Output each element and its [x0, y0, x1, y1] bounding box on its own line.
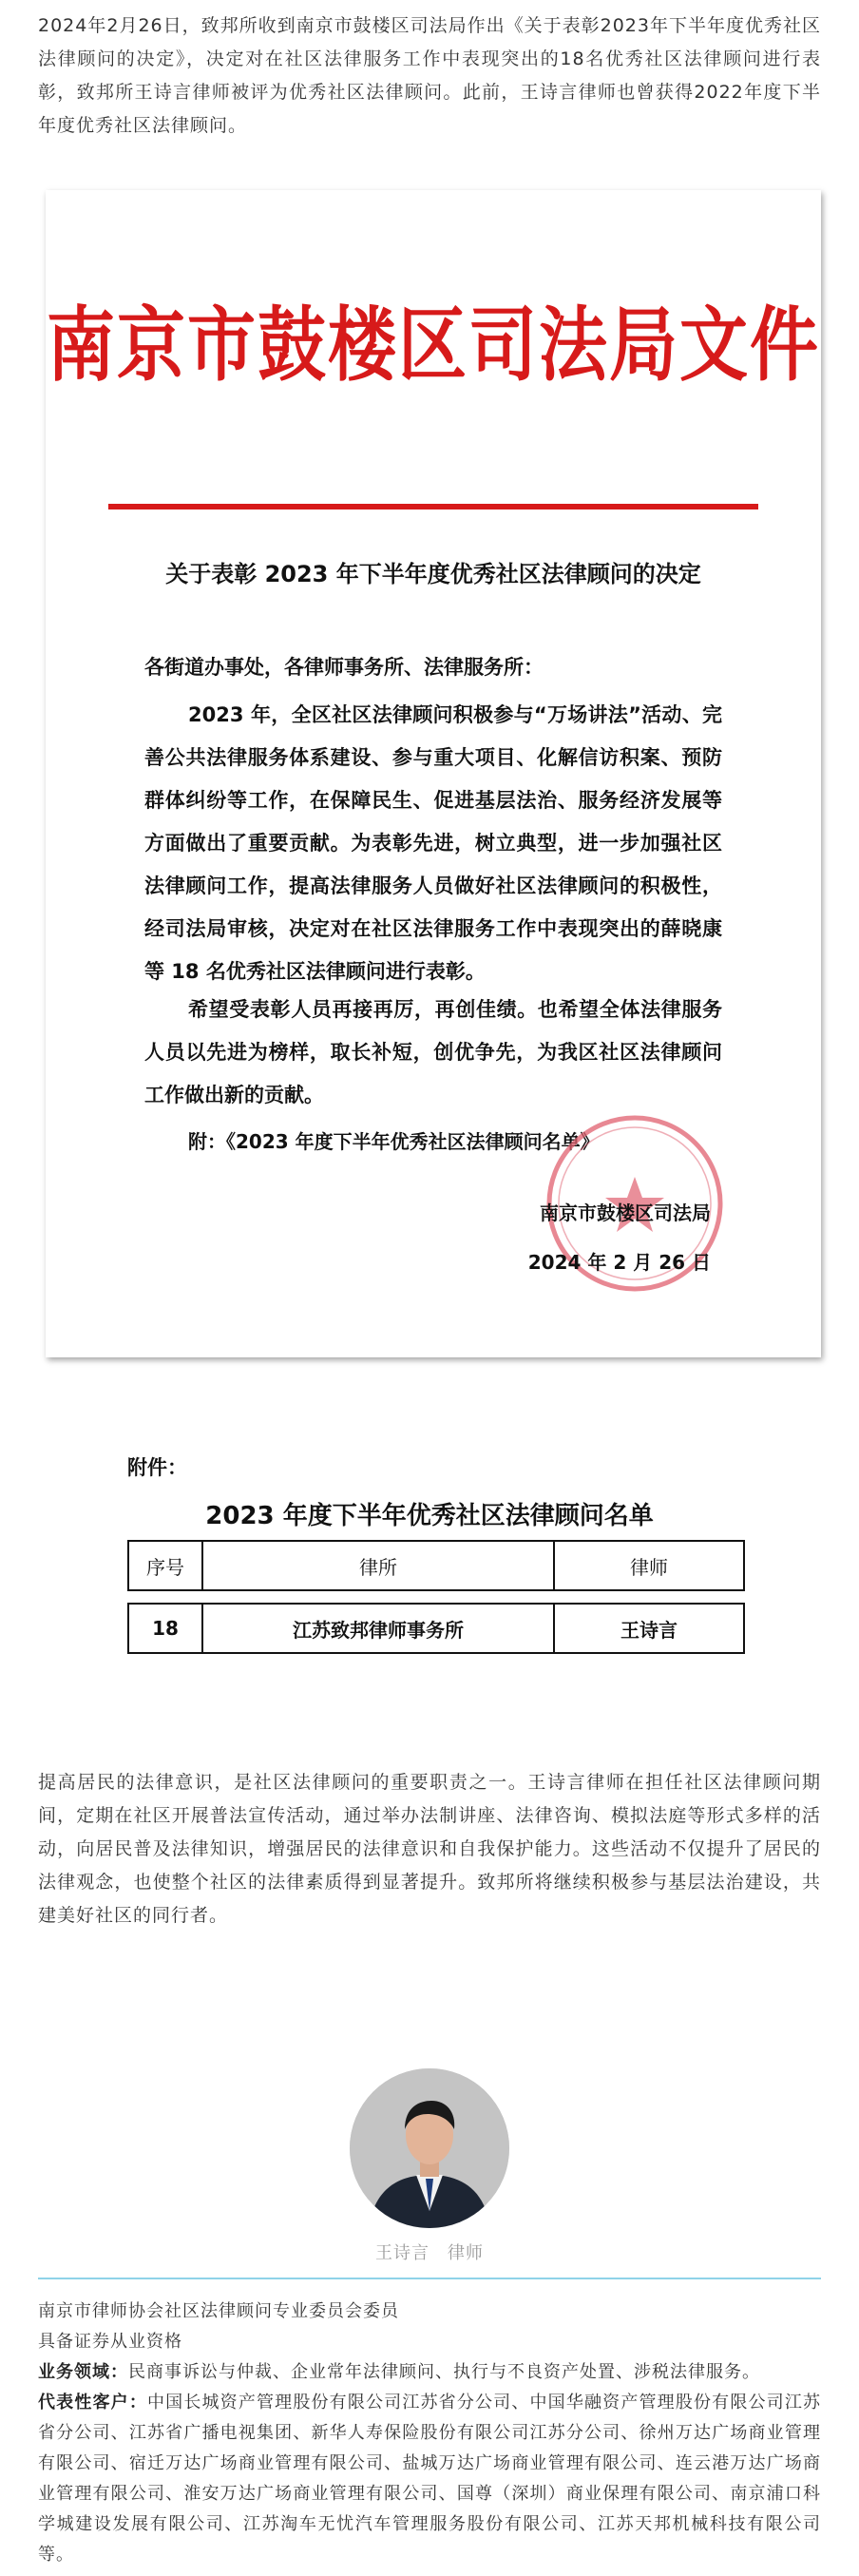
document-attachment-note: 附：《2023 年度下半年优秀社区法律顾问名单》: [188, 1130, 600, 1153]
document-body-paragraph: 2023 年，全区社区法律顾问积极参与“万场讲法”活动、完善公共法律服务体系建设、参与重大项目、化解信访积案、预防群体纠纷等工作，在保障民生、促进基层法治、服务经济发展等方面做出了重要贡献。为表彰先进，树立典型，进一步加强社区法律顾问工作，提高法律服务人员做好社区法律顾问的积极性，经司法局审核，决定对在社区法律服务工作中表现突出的薛晓康等 18 名优秀社区法律顾问进行表彰。: [144, 703, 722, 983]
portrait-icon: [350, 2068, 509, 2228]
profile-practice-areas: [38, 2357, 821, 2388]
column-header-firm: 律所: [203, 1542, 555, 1589]
intro-paragraph: 2024年2月26日，致邦所收到南京市鼓楼区司法局作出《关于表彰2023年下半年度优秀社区法律顾问的决定》，决定对在社区法律服务工作中表现突出的18名优秀社区法律顾问进行表彰，致邦所王诗言律师被评为优秀社区法律顾问。此前，王诗言律师也曾获得2022年度下半年度优秀社区法律顾问。: [38, 15, 821, 136]
table-row: [127, 1603, 745, 1654]
document-addressee: 各街道办事处，各律师事务所、法律服务所：: [144, 656, 544, 679]
cell-lawyer: 王诗言: [620, 1618, 678, 1642]
attachment-title: 2023 年度下半年优秀社区法律顾问名单: [205, 1502, 654, 1530]
profile-clients: [38, 2388, 821, 2570]
column-header-lawyer: 律师: [630, 1555, 668, 1579]
attachment-label: 附件：: [127, 1456, 187, 1479]
cell-firm: 江苏致邦律师事务所: [203, 1605, 555, 1652]
column-header-number: 序号: [129, 1542, 203, 1589]
clients-label: 代表性客户：: [38, 2393, 147, 2413]
header-red-rule: [108, 504, 758, 509]
document-title: 关于表彰 2023 年下半年度优秀社区法律顾问的决定: [165, 561, 701, 587]
document-issuer: 南京市鼓楼区司法局: [540, 1201, 711, 1224]
cell-number: 18: [129, 1605, 203, 1652]
profile-membership: 南京市律师协会社区法律顾问专业委员会委员: [38, 2301, 399, 2321]
practice-areas-text: 民商事诉讼与仲裁、企业常年法律顾问、执行与不良资产处置、涉税法律服务。: [128, 2362, 760, 2382]
table-header-row: [127, 1540, 745, 1591]
document-header: 南京市鼓楼区司法局文件: [46, 297, 820, 393]
document-date: 2024 年 2 月 26 日: [527, 1251, 711, 1274]
profile-divider: [38, 2278, 821, 2279]
clients-text: 中国长城资产管理股份有限公司江苏省分公司、中国华融资产管理股份有限公司江苏省分公司、江苏省广播电视集团、新华人寿保险股份有限公司江苏分公司、徐州万达广场商业管理有限公司、宿迁万达广场商业管理有限公司、盐城万达广场商业管理有限公司、连云港万达广场商业管理有限公司、淮安万达广场商业管理有限公司、国尊（深圳）商业保理有限公司、南京浦口科学城建设发展有限公司、江苏淘车无忧汽车管理服务股份有限公司、江苏天邦机械科技有限公司等。: [38, 2393, 821, 2565]
avatar-caption: 王诗言 律师: [375, 2243, 484, 2263]
lawyer-avatar: [350, 2068, 509, 2228]
official-document: [46, 190, 821, 1357]
profile-qualification: 具备证券从业资格: [38, 2332, 182, 2352]
document-body-paragraph: 希望受表彰人员再接再厉，再创佳绩。也希望全体法律服务人员以先进为榜样，取长补短，创优争先，为我区社区法律顾问工作做出新的贡献。: [144, 998, 722, 1106]
practice-areas-label: 业务领域：: [38, 2362, 128, 2382]
activity-paragraph: 提高居民的法律意识，是社区法律顾问的重要职责之一。王诗言律师在担任社区法律顾问期间，定期在社区开展普法宣传活动，通过举办法制讲座、法律咨询、模拟法庭等形式多样的活动，向居民普及法律知识，增强居民的法律意识和自我保护能力。这些活动不仅提升了居民的法律观念，也使整个社区的法律素质得到显著提升。致邦所将继续积极参与基层法治建设，共建美好社区的同行者。: [38, 1772, 821, 1926]
